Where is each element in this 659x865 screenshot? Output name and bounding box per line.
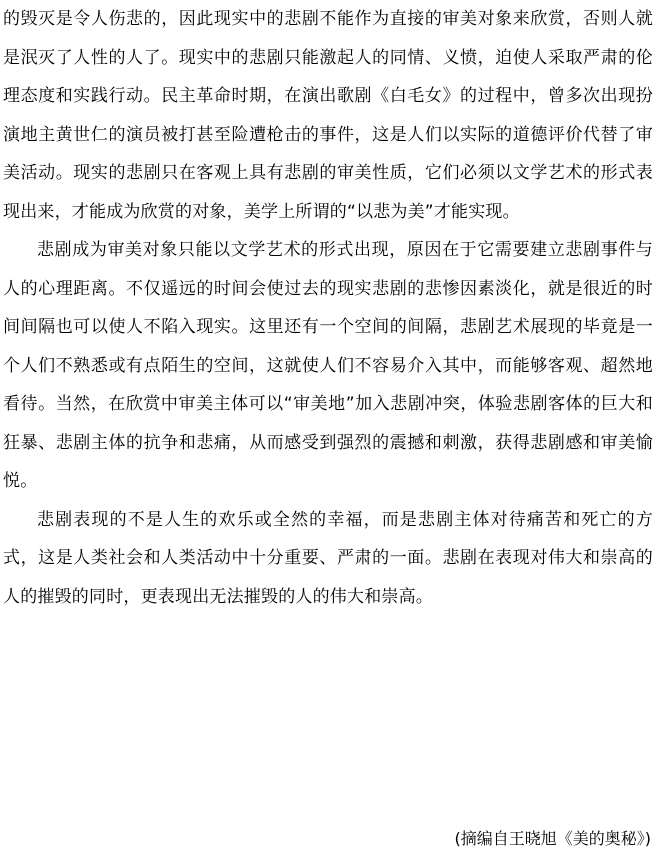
source-citation: (摘编自王晓旭《美的奥秘》) <box>454 829 651 848</box>
paragraph-1: 的毁灭是令人伤悲的，因此现实中的悲剧不能作为直接的审美对象来欣赏，否则人就是泯灭了人性的人了。现实中的悲剧只能激起人的同情、义愤，迫使人采取严肃的伦理态度和实践行动。民主革命时期，在演出歌剧《白毛女》的过程中，曾多次出现扮演地主黄世仁的演员被打甚至险遭枪击的事件，这是人们以实际的道德评价代替了审美活动。现实的悲剧只在客观上具有悲剧的审美性质，它们必须以文学艺术的形式表现出来，才能成为欣赏的对象，美学上所谓的“以悲为美”才能实现。 <box>3 9 653 222</box>
paragraph-3: 悲剧表现的不是人生的欢乐或全然的幸福，而是悲剧主体对待痛苦和死亡的方式，这是人类社会和人类活动中十分重要、严肃的一面。悲剧在表现对伟大和崇高的人的摧毁的同时，更表现出无法摧毁的人的伟大和崇高。 <box>3 509 653 607</box>
article-body <box>3 0 653 616</box>
paragraph-2: 悲剧成为审美对象只能以文学艺术的形式出现，原因在于它需要建立悲剧事件与人的心理距离。不仅遥远的时间会使过去的现实悲剧的悲惨因素淡化，就是很近的时间间隔也可以使人不陷入现实。这里还有一个空间的间隔，悲剧艺术展现的毕竟是一个人们不熟悉或有点陌生的空间，这就使人们不容易介入其中，而能够客观、超然地看待。当然，在欣赏中审美主体可以“审美地”加入悲剧冲突，体验悲剧客体的巨大和狂暴、悲剧主体的抗争和悲痛，从而感受到强烈的震撼和刺激，获得悲剧感和审美愉悦。 <box>3 240 653 491</box>
